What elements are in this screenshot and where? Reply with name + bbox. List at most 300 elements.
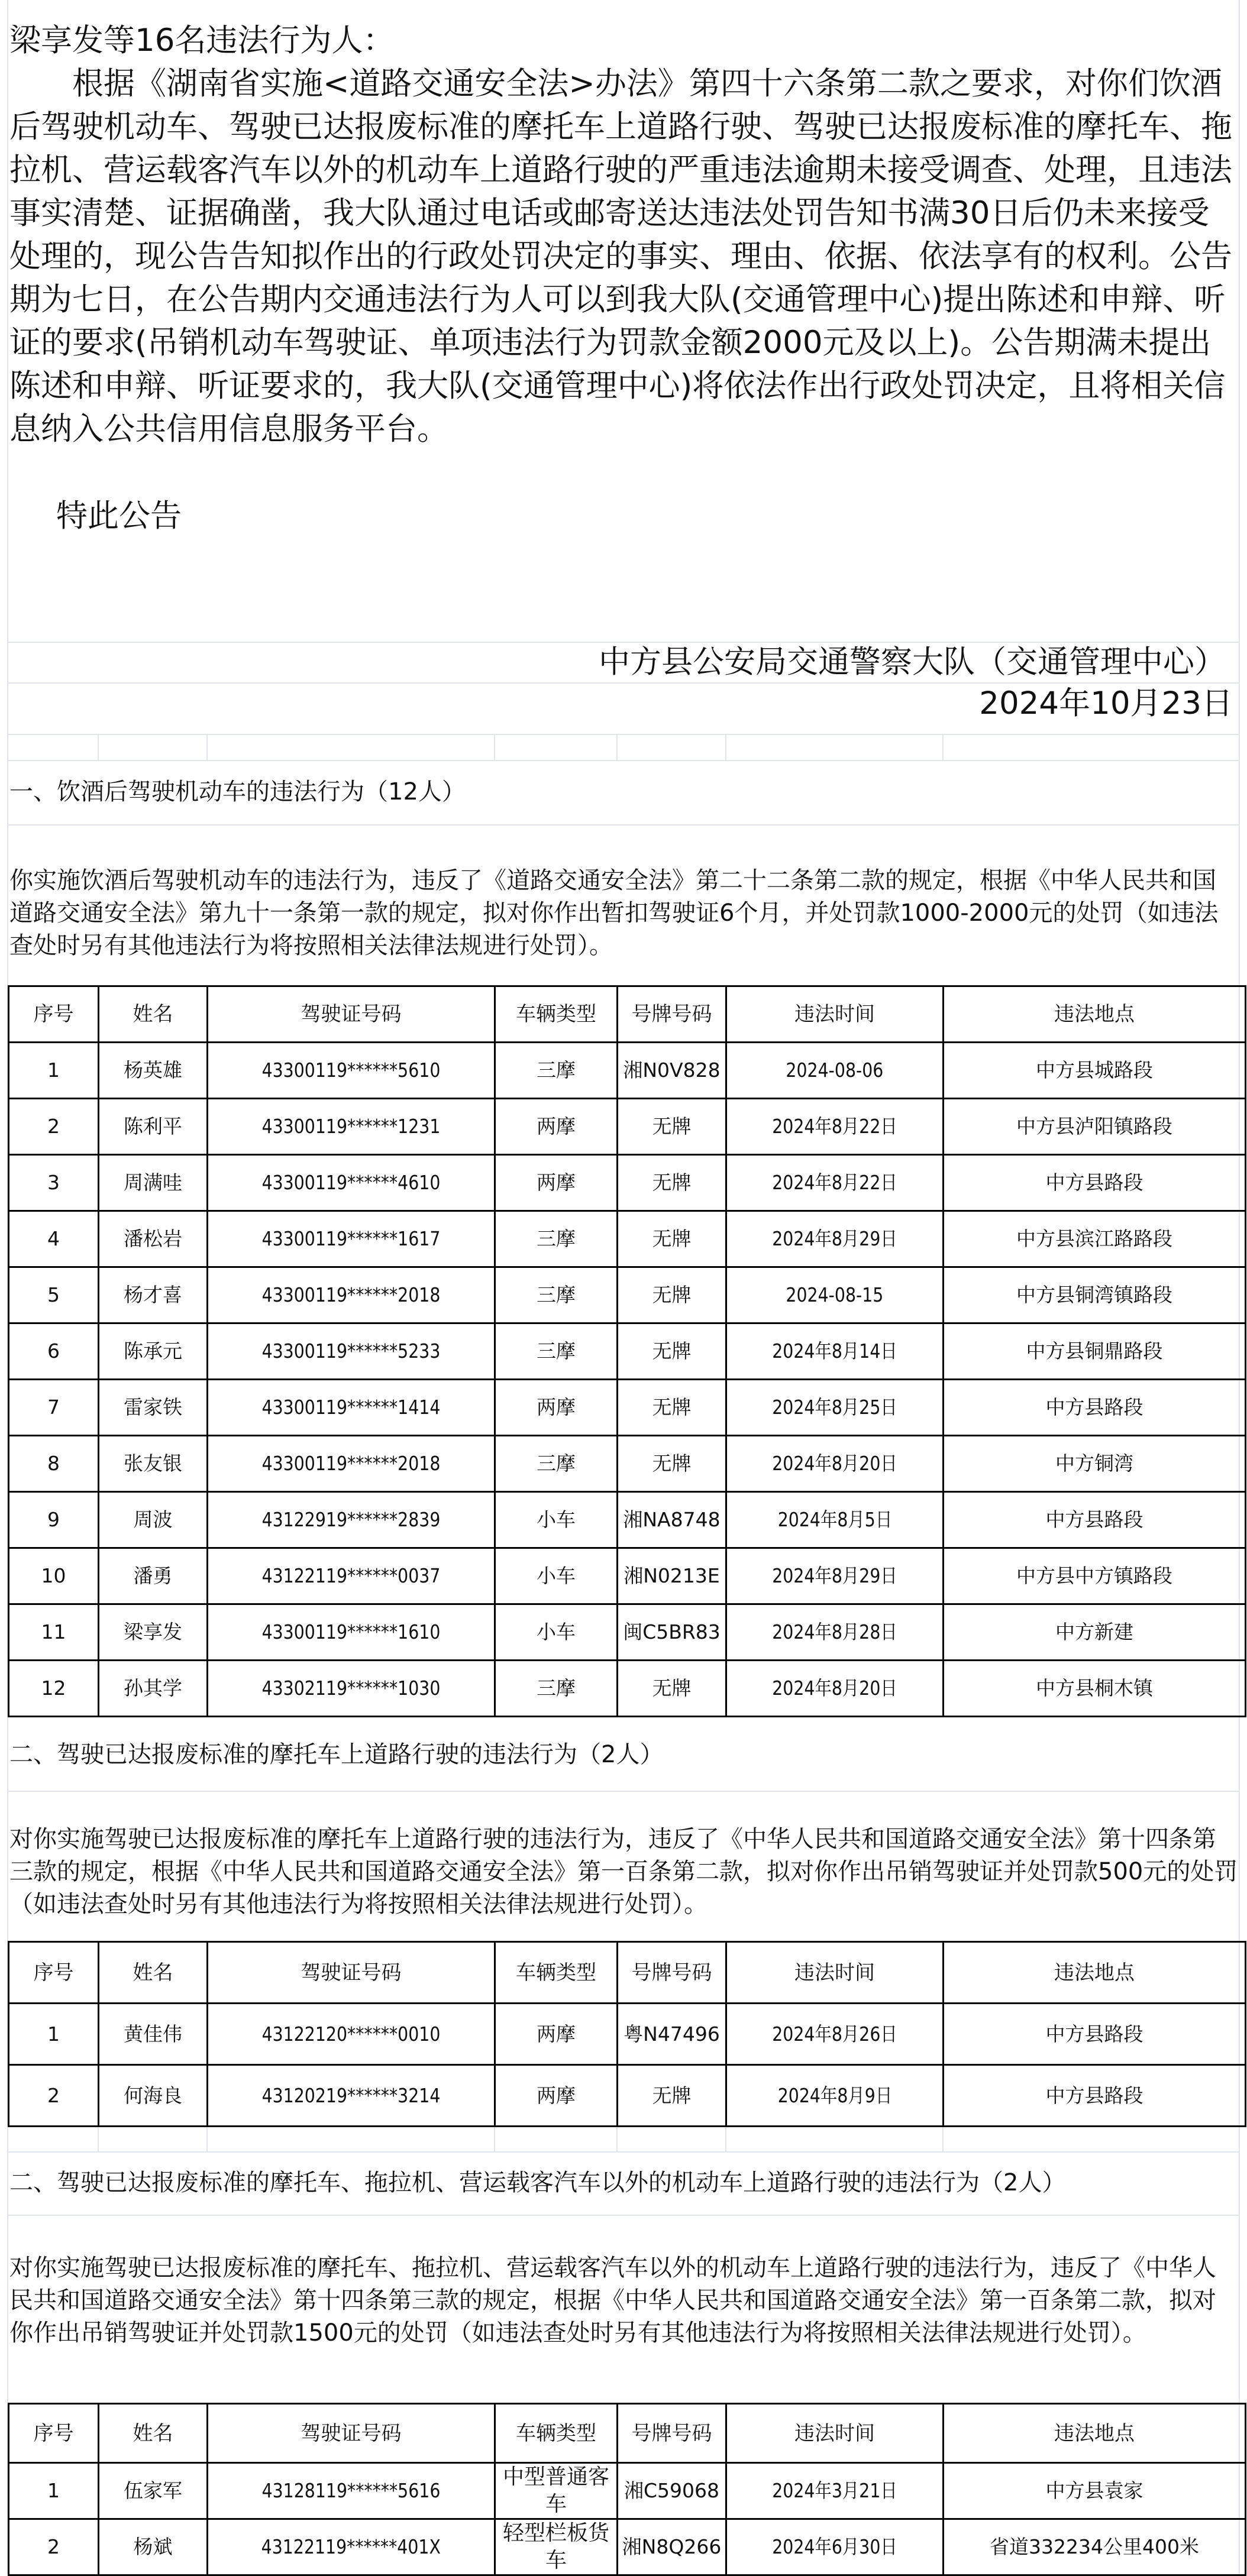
cell-col-name — [99, 2463, 208, 2519]
cell-col-vehicle-type — [495, 1548, 618, 1604]
notice-body: 根据《湖南省实施<道路交通安全法>办法》第四十六条第二款之要求，对你们饮酒后驾驶机动车、驾驶已达报废标准的摩托车上道路行驶、驾驶已达报废标准的摩托车、拖拉机、营运载客汽车以外的机动车上道路行驶的严重违法逾期未接受调查、处理，且违法事实清楚、证据确凿，我大队通过电话或邮寄送达违法处罚告知书满30日后仍未来接受处理的，现公告告知拟作出的行政处罚决定的事实、理由、依据、依法享有的权利。公告期为七日，在公告期内交通违法行为人可以到我大队(交通管理中心)提出陈述和申辩、听证的要求(吊销机动车驾驶证、单项违法行为罚款金额2000元及以上)。公告期满未提出陈述和申辩、听证要求的，我大队(交通管理中心)将依法作出行政处罚决定，且将相关信息纳入公共信用信息服务平台。 — [9, 66, 1232, 447]
cell-col-vehicle-type — [495, 1323, 618, 1380]
header-col-index: 序号 — [9, 986, 99, 1043]
cell-col-index — [9, 2004, 99, 2065]
col-plate-value: 无牌 — [652, 1396, 692, 1419]
cell-col-time — [726, 1043, 944, 1099]
col-vehicle-type-value: 小车 — [537, 1620, 576, 1643]
cell-col-time — [726, 1323, 944, 1380]
cell-col-name — [99, 1099, 208, 1155]
col-name-value: 杨才喜 — [124, 1283, 182, 1306]
cell-col-index — [9, 1323, 99, 1380]
col-plate-value: 无牌 — [652, 1283, 692, 1306]
notice-closing: 特此公告 — [56, 498, 182, 534]
col-index-value: 12 — [41, 1677, 66, 1700]
cell-col-time — [726, 1211, 944, 1267]
col-time-value: 2024年8月14日 — [772, 1339, 897, 1363]
cell-col-time — [726, 1380, 944, 1436]
col-license-value: 43300119******5610 — [261, 1059, 441, 1082]
section-2-title: 二、驾驶已达报废标准的摩托车上道路行驶的违法行为（2人） — [9, 1741, 664, 1768]
table-row — [9, 2463, 1246, 2519]
cell-col-plate — [618, 1548, 726, 1604]
cell-col-index — [9, 1548, 99, 1604]
cell-col-location — [944, 1604, 1246, 1661]
col-name-value: 杨斌 — [133, 2535, 173, 2558]
header-col-time: 违法时间 — [726, 1942, 944, 2004]
cell-col-name — [99, 2004, 208, 2065]
table-row — [9, 1604, 1246, 1661]
col-name-value: 潘松岩 — [124, 1227, 182, 1250]
col-time-value: 2024年6月30日 — [772, 2535, 897, 2558]
cell-col-time — [726, 1661, 944, 1717]
cell-col-time — [726, 1492, 944, 1548]
cell-col-license — [208, 2004, 495, 2065]
table-row — [9, 1043, 1246, 1099]
col-name-value: 周波 — [133, 1508, 173, 1531]
section-3-description: 对你实施驾驶已达报废标准的摩托车、拖拉机、营运载客汽车以外的机动车上道路行驶的违法行为，违反了《中华人民共和国道路交通安全法》第十四条第三款的规定，根据《中华人民共和国道路交通安全法》第一百条第二款，拟对你作出吊销驾驶证并处罚款1500元的处罚（如违法查处时另有其他违法行为将按照相关法律法规进行处罚）。 — [9, 2254, 1216, 2347]
grid-line — [494, 734, 495, 760]
col-vehicle-type-value: 轻型栏板货车 — [502, 2521, 609, 2572]
col-name-value: 周满哇 — [124, 1171, 182, 1194]
col-name-value: 梁享发 — [124, 1620, 182, 1643]
col-vehicle-type-value: 三摩 — [537, 1227, 576, 1250]
cell-col-location — [944, 1548, 1246, 1604]
col-time-value: 2024年8月20日 — [772, 1452, 897, 1475]
col-license-value: 43122119******0037 — [261, 1564, 441, 1587]
col-license-value: 43300119******1231 — [261, 1115, 441, 1138]
cell-col-index — [9, 2065, 99, 2127]
cell-col-index — [9, 2519, 99, 2575]
col-license-value: 43300119******5233 — [261, 1339, 441, 1363]
cell-col-plate — [618, 1267, 726, 1323]
col-location-value: 中方县桐木镇 — [1036, 1677, 1153, 1700]
cell-col-vehicle-type — [495, 2519, 618, 2575]
grid-line — [206, 734, 208, 760]
cell-col-license — [208, 1155, 495, 1211]
grid-line — [206, 2125, 208, 2151]
cell-col-license — [208, 1604, 495, 1661]
col-vehicle-type-value: 三摩 — [537, 1059, 576, 1082]
col-time-value: 2024年8月28日 — [772, 1620, 897, 1643]
cell-col-vehicle-type — [495, 1604, 618, 1661]
col-plate-value: 无牌 — [652, 1171, 692, 1194]
cell-col-name — [99, 1380, 208, 1436]
grid-line — [7, 824, 1239, 826]
cell-col-index — [9, 1604, 99, 1661]
cell-col-index — [9, 1211, 99, 1267]
col-license-value: 43300119******1610 — [261, 1620, 441, 1643]
cell-col-vehicle-type — [495, 1436, 618, 1492]
cell-col-time — [726, 1099, 944, 1155]
cell-col-license — [208, 1043, 495, 1099]
col-vehicle-type-value: 三摩 — [537, 1339, 576, 1363]
col-plate-value: 闽C5BR83 — [623, 1620, 721, 1643]
cell-col-location — [944, 1099, 1246, 1155]
cell-col-license — [208, 1211, 495, 1267]
col-vehicle-type-value: 两摩 — [537, 1396, 576, 1419]
col-license-value: 43120219******3214 — [261, 2083, 441, 2107]
cell-col-license — [208, 1099, 495, 1155]
cell-col-name — [99, 1604, 208, 1661]
cell-col-name — [99, 1267, 208, 1323]
col-time-value: 2024年8月5日 — [777, 1508, 892, 1531]
grid-line — [7, 2215, 1239, 2216]
cell-col-time — [726, 1155, 944, 1211]
table-row — [9, 1323, 1246, 1380]
grid-line — [7, 682, 1239, 684]
notice-intro — [9, 19, 1239, 451]
header-col-location: 违法地点 — [944, 1942, 1246, 2004]
cell-col-name — [99, 1043, 208, 1099]
col-location-value: 中方县中方镇路段 — [1016, 1564, 1172, 1587]
col-location-value: 中方县路段 — [1045, 1171, 1143, 1194]
col-license-value: 43300119******2018 — [261, 1283, 441, 1306]
cell-col-name — [99, 1323, 208, 1380]
grid-line — [98, 2125, 99, 2151]
col-license-value: 43302119******1030 — [261, 1677, 441, 1700]
col-location-value: 中方县路段 — [1045, 1508, 1143, 1531]
col-index-value: 7 — [47, 1396, 60, 1419]
col-index-value: 1 — [47, 2022, 60, 2046]
cell-col-plate — [618, 1661, 726, 1717]
col-time-value: 2024年8月29日 — [772, 1564, 897, 1587]
col-vehicle-type-value: 两摩 — [537, 2083, 576, 2107]
cell-col-time — [726, 2004, 944, 2065]
col-vehicle-type-value: 三摩 — [537, 1452, 576, 1475]
col-license-value: 43300119******2018 — [261, 1452, 441, 1475]
table-header-row — [9, 986, 1246, 1043]
table-row — [9, 2519, 1246, 2575]
col-time-value: 2024-08-06 — [786, 1059, 884, 1082]
table-header-row — [9, 2404, 1246, 2463]
col-license-value: 43300119******4610 — [261, 1171, 441, 1194]
notice-date: 2024年10月23日 — [979, 685, 1233, 721]
col-location-value: 中方县路段 — [1045, 2022, 1143, 2046]
col-location-value: 中方铜湾 — [1055, 1452, 1133, 1475]
header-col-license: 驾驶证号码 — [208, 986, 495, 1043]
col-vehicle-type-value: 小车 — [537, 1508, 576, 1531]
cell-col-plate — [618, 1323, 726, 1380]
header-col-location: 违法地点 — [944, 2404, 1246, 2463]
cell-col-name — [99, 1211, 208, 1267]
col-name-value: 孙其学 — [124, 1677, 182, 1700]
header-col-time: 违法时间 — [726, 2404, 944, 2463]
col-plate-value: 无牌 — [652, 1339, 692, 1363]
header-col-vehicle-type: 车辆类型 — [495, 986, 618, 1043]
cell-col-plate — [618, 1155, 726, 1211]
col-location-value: 中方县城路段 — [1036, 1059, 1153, 1082]
col-name-value: 杨英雄 — [124, 1059, 182, 1082]
cell-col-index — [9, 1436, 99, 1492]
cell-col-index — [9, 1267, 99, 1323]
cell-col-time — [726, 2519, 944, 2575]
col-index-value: 2 — [47, 2083, 60, 2107]
cell-col-location — [944, 1155, 1246, 1211]
col-vehicle-type-value: 两摩 — [537, 1171, 576, 1194]
col-plate-value: 湘C59068 — [624, 2479, 720, 2502]
section-1-title: 一、饮酒后驾驶机动车的违法行为（12人） — [9, 778, 466, 805]
col-location-value: 中方县路段 — [1045, 2083, 1143, 2107]
violations-table-3 — [8, 2403, 1246, 2576]
cell-col-location — [944, 2519, 1246, 2575]
col-name-value: 陈承元 — [124, 1339, 182, 1363]
col-location-value: 中方县路段 — [1045, 1396, 1143, 1419]
col-index-value: 4 — [47, 1227, 60, 1250]
cell-col-location — [944, 1323, 1246, 1380]
table-row — [9, 1492, 1246, 1548]
col-time-value: 2024年8月20日 — [772, 1677, 897, 1700]
header-col-location: 违法地点 — [944, 986, 1246, 1043]
col-location-value: 中方新建 — [1055, 1620, 1133, 1643]
table-row — [9, 2004, 1246, 2065]
table-row — [9, 1436, 1246, 1492]
col-license-value: 43128119******5616 — [261, 2479, 441, 2502]
col-time-value: 2024年8月22日 — [772, 1171, 897, 1194]
col-location-value: 中方县滨江路路段 — [1016, 1227, 1172, 1250]
cell-col-plate — [618, 2463, 726, 2519]
col-index-value: 1 — [47, 2479, 60, 2502]
col-plate-value: 无牌 — [652, 1452, 692, 1475]
grid-line — [942, 2125, 944, 2151]
cell-col-license — [208, 1380, 495, 1436]
cell-col-vehicle-type — [495, 1267, 618, 1323]
col-plate-value: 粤N47496 — [624, 2022, 720, 2046]
cell-col-time — [726, 1267, 944, 1323]
col-name-value: 雷家铁 — [124, 1396, 182, 1419]
col-plate-value: 湘N8Q266 — [622, 2535, 722, 2558]
col-plate-value: 无牌 — [652, 2083, 692, 2107]
cell-col-license — [208, 1661, 495, 1717]
col-index-value: 11 — [41, 1620, 66, 1643]
cell-col-vehicle-type — [495, 1661, 618, 1717]
col-location-value: 中方县铜湾镇路段 — [1016, 1283, 1172, 1306]
col-index-value: 5 — [47, 1283, 60, 1306]
cell-col-plate — [618, 1604, 726, 1661]
grid-line — [7, 760, 1239, 761]
col-vehicle-type-value: 三摩 — [537, 1677, 576, 1700]
cell-col-index — [9, 1155, 99, 1211]
col-time-value: 2024年8月29日 — [772, 1227, 897, 1250]
cell-col-location — [944, 1211, 1246, 1267]
cell-col-license — [208, 2065, 495, 2127]
header-col-license: 驾驶证号码 — [208, 2404, 495, 2463]
cell-col-index — [9, 1099, 99, 1155]
cell-col-plate — [618, 2519, 726, 2575]
col-plate-value: 无牌 — [652, 1677, 692, 1700]
cell-col-vehicle-type — [495, 1211, 618, 1267]
col-location-value: 省道332234公里400米 — [990, 2535, 1199, 2558]
cell-col-plate — [618, 1211, 726, 1267]
cell-col-index — [9, 1380, 99, 1436]
cell-col-location — [944, 1436, 1246, 1492]
cell-col-plate — [618, 2065, 726, 2127]
cell-col-location — [944, 1380, 1246, 1436]
cell-col-name — [99, 1155, 208, 1211]
header-col-index: 序号 — [9, 2404, 99, 2463]
cell-col-name — [99, 1661, 208, 1717]
col-plate-value: 无牌 — [652, 1227, 692, 1250]
header-col-plate: 号牌号码 — [618, 2404, 726, 2463]
header-col-name: 姓名 — [99, 1942, 208, 2004]
col-license-value: 43122120******0010 — [261, 2022, 441, 2046]
table-row — [9, 2065, 1246, 2127]
cell-col-license — [208, 1323, 495, 1380]
col-index-value: 1 — [47, 1059, 60, 1082]
col-index-value: 2 — [47, 2535, 60, 2558]
header-col-name: 姓名 — [99, 986, 208, 1043]
table-row — [9, 1380, 1246, 1436]
header-col-license: 驾驶证号码 — [208, 1942, 495, 2004]
section-3-title: 二、驾驶已达报废标准的摩托车、拖拉机、营运载客汽车以外的机动车上道路行驶的违法行为（2人） — [9, 2169, 1066, 2196]
col-index-value: 9 — [47, 1508, 60, 1531]
cell-col-time — [726, 2463, 944, 2519]
cell-col-name — [99, 1492, 208, 1548]
cell-col-time — [726, 2065, 944, 2127]
cell-col-name — [99, 1436, 208, 1492]
col-plate-value: 湘N0V828 — [623, 1059, 721, 1082]
col-plate-value: 无牌 — [652, 1115, 692, 1138]
col-vehicle-type-value: 小车 — [537, 1564, 576, 1587]
cell-col-vehicle-type — [495, 2004, 618, 2065]
col-location-value: 中方县铜鼎路段 — [1026, 1339, 1163, 1363]
col-name-value: 潘勇 — [133, 1564, 173, 1587]
col-vehicle-type-value: 三摩 — [537, 1283, 576, 1306]
col-index-value: 6 — [47, 1339, 60, 1363]
cell-col-license — [208, 2519, 495, 2575]
cell-col-license — [208, 2463, 495, 2519]
cell-col-location — [944, 1043, 1246, 1099]
grid-line — [98, 734, 99, 760]
cell-col-license — [208, 1492, 495, 1548]
notice-closing-block — [56, 494, 411, 538]
grid-line — [7, 642, 1239, 643]
cell-col-location — [944, 2004, 1246, 2065]
col-index-value: 10 — [41, 1564, 66, 1587]
col-name-value: 陈利平 — [124, 1115, 182, 1138]
header-col-time: 违法时间 — [726, 986, 944, 1043]
cell-col-plate — [618, 1380, 726, 1436]
cell-col-location — [944, 1267, 1246, 1323]
cell-col-vehicle-type — [495, 1155, 618, 1211]
col-license-value: 43122919******2839 — [261, 1508, 441, 1531]
grid-line — [7, 734, 1239, 735]
col-plate-value: 湘NA8748 — [623, 1508, 721, 1531]
notice-addressee: 梁享发等16名违法行为人： — [9, 22, 395, 59]
cell-col-location — [944, 2463, 1246, 2519]
cell-col-index — [9, 1043, 99, 1099]
header-col-name: 姓名 — [99, 2404, 208, 2463]
cell-col-location — [944, 1492, 1246, 1548]
table-row — [9, 1548, 1246, 1604]
grid-line — [616, 734, 618, 760]
table-row — [9, 1099, 1246, 1155]
violations-table-1 — [8, 985, 1246, 1717]
col-plate-value: 湘N0213E — [624, 1564, 720, 1587]
cell-col-plate — [618, 1099, 726, 1155]
table-row — [9, 1661, 1246, 1717]
grid-line — [616, 2125, 618, 2151]
col-vehicle-type-value: 两摩 — [537, 2022, 576, 2046]
col-name-value: 黄佳伟 — [124, 2022, 182, 2046]
cell-col-plate — [618, 1492, 726, 1548]
cell-col-location — [944, 2065, 1246, 2127]
cell-col-license — [208, 1436, 495, 1492]
col-name-value: 张友银 — [124, 1452, 182, 1475]
cell-col-plate — [618, 1436, 726, 1492]
col-name-value: 何海良 — [124, 2083, 182, 2107]
cell-col-vehicle-type — [495, 1492, 618, 1548]
violations-table-2 — [8, 1941, 1246, 2127]
cell-col-time — [726, 1548, 944, 1604]
cell-col-license — [208, 1267, 495, 1323]
section-2-description: 对你实施驾驶已达报废标准的摩托车上道路行驶的违法行为，违反了《中华人民共和国道路交通安全法》第十四条第三款的规定，根据《中华人民共和国道路交通安全法》第一百条第二款，拟对你作出吊销驾驶证并处罚款500元的处罚（如违法查处时另有其他违法行为将按照相关法律法规进行处罚）。 — [9, 1826, 1238, 1918]
table-row — [9, 1155, 1246, 1211]
col-index-value: 2 — [47, 1115, 60, 1138]
table-row — [9, 1267, 1246, 1323]
cell-col-name — [99, 2519, 208, 2575]
cell-col-plate — [618, 1043, 726, 1099]
header-col-plate: 号牌号码 — [618, 1942, 726, 2004]
notice-issuer: 中方县公安局交通警察大队（交通管理中心） — [599, 644, 1226, 680]
grid-line — [725, 734, 726, 760]
cell-col-vehicle-type — [495, 2463, 618, 2519]
cell-col-index — [9, 1492, 99, 1548]
grid-line — [7, 2151, 1239, 2153]
cell-col-index — [9, 2463, 99, 2519]
col-index-value: 8 — [47, 1452, 60, 1475]
grid-line — [7, 1791, 1239, 1792]
col-location-value: 中方县泸阳镇路段 — [1016, 1115, 1172, 1138]
col-license-value: 43300119******1617 — [261, 1227, 441, 1250]
grid-line — [725, 2125, 726, 2151]
cell-col-license — [208, 1548, 495, 1604]
cell-col-time — [726, 1604, 944, 1661]
col-time-value: 2024年8月26日 — [772, 2022, 897, 2046]
cell-col-vehicle-type — [495, 1043, 618, 1099]
col-time-value: 2024年8月22日 — [772, 1115, 897, 1138]
cell-col-vehicle-type — [495, 2065, 618, 2127]
cell-col-name — [99, 1548, 208, 1604]
grid-line — [942, 734, 944, 760]
section-1-description: 你实施饮酒后驾驶机动车的违法行为，违反了《道路交通安全法》第二十二条第二款的规定，根据《中华人民共和国道路交通安全法》第九十一条第一款的规定，拟对你作出暂扣驾驶证6个月，并处罚款1000-2000元的处罚（如违法查处时另有其他违法行为将按照相关法律法规进行处罚）。 — [9, 867, 1219, 959]
col-time-value: 2024年3月21日 — [772, 2479, 897, 2502]
header-col-vehicle-type: 车辆类型 — [495, 2404, 618, 2463]
header-col-vehicle-type: 车辆类型 — [495, 1942, 618, 2004]
cell-col-time — [726, 1436, 944, 1492]
col-time-value: 2024年8月25日 — [772, 1396, 897, 1419]
col-location-value: 中方县袁家 — [1045, 2479, 1143, 2502]
grid-line — [494, 2125, 495, 2151]
col-vehicle-type-value: 中型普通客车 — [502, 2465, 609, 2516]
col-name-value: 伍家军 — [124, 2479, 182, 2502]
col-license-value: 43122119******401X — [261, 2535, 441, 2558]
header-col-index: 序号 — [9, 1942, 99, 2004]
cell-col-vehicle-type — [495, 1099, 618, 1155]
table-header-row — [9, 1942, 1246, 2004]
col-license-value: 43300119******1414 — [261, 1396, 441, 1419]
col-vehicle-type-value: 两摩 — [537, 1115, 576, 1138]
header-col-plate: 号牌号码 — [618, 986, 726, 1043]
table-row — [9, 1211, 1246, 1267]
cell-col-location — [944, 1661, 1246, 1717]
col-time-value: 2024年8月9日 — [777, 2083, 892, 2107]
cell-col-plate — [618, 2004, 726, 2065]
col-time-value: 2024-08-15 — [786, 1283, 884, 1306]
cell-col-vehicle-type — [495, 1380, 618, 1436]
cell-col-index — [9, 1661, 99, 1717]
cell-col-name — [99, 2065, 208, 2127]
col-index-value: 3 — [47, 1171, 60, 1194]
